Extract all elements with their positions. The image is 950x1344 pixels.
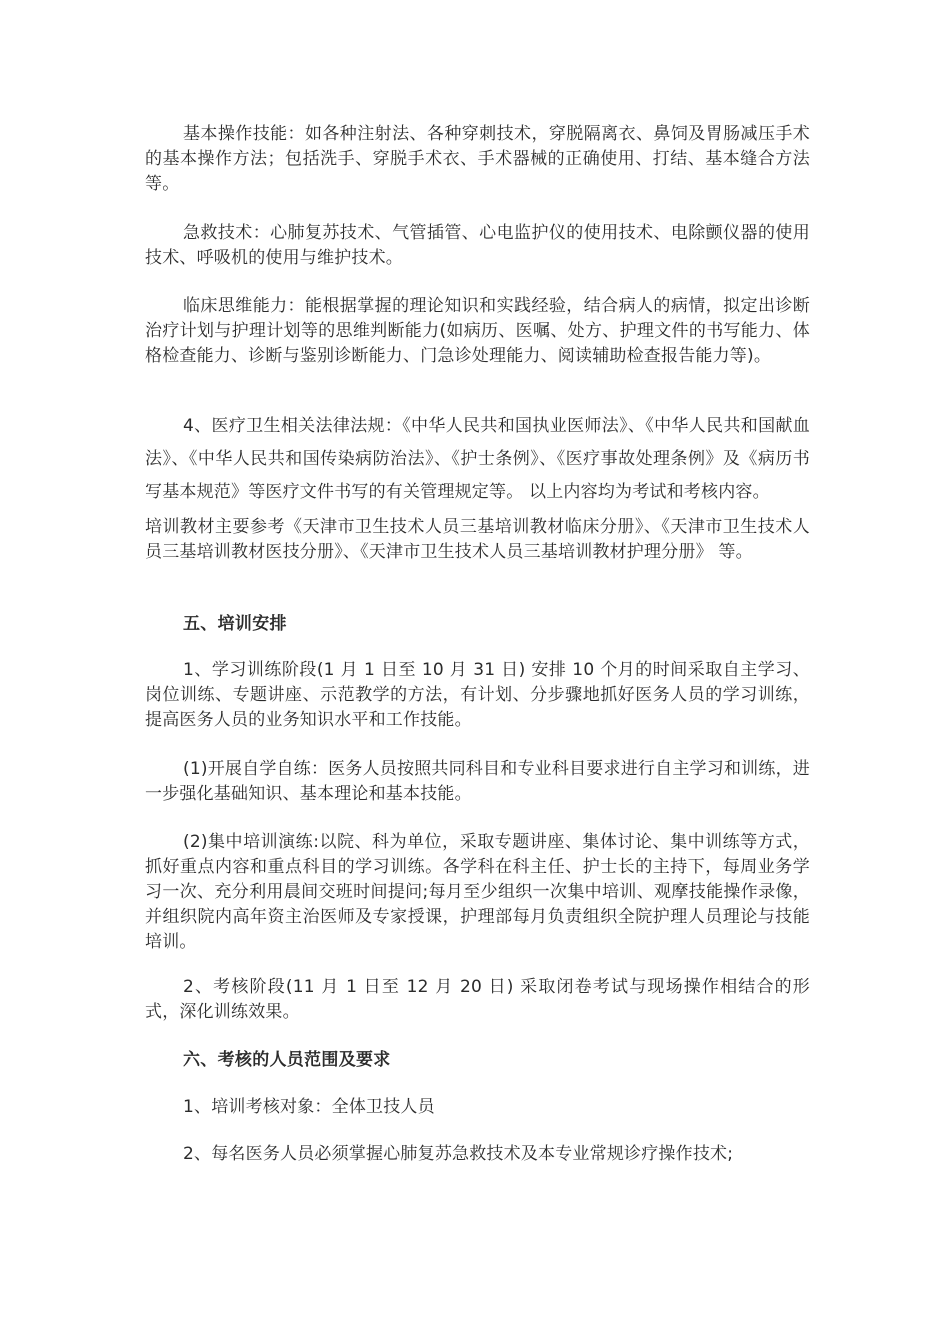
section-heading-assessment-scope: 六、考核的人员范围及要求	[183, 1050, 391, 1070]
paragraph-clinical-thinking: 临床思维能力：能根据掌握的理论知识和实践经验，结合病人的病情，拟定出诊断治疗计划与护理计划等的思维判断能力(如病历、医嘱、处方、护理文件的书写能力、体格检查能力、诊断与鉴别诊断能力、门急诊处理能力、阅读辅助检查报告能力等)。	[145, 296, 810, 366]
section-heading-training-arrangement: 五、培训安排	[183, 614, 287, 634]
paragraph-assessment-stage: 2、考核阶段(11 月 1 日至 12 月 20 日) 采取闭卷考试与现场操作相结合的形式，深化训练效果。	[145, 977, 810, 1022]
paragraph-basic-skills: 基本操作技能：如各种注射法、各种穿刺技术，穿脱隔离衣、鼻饲及胃肠减压手术的基本操作方法；包括洗手、穿脱手术衣、手术器械的正确使用、打结、基本缝合方法等。	[145, 124, 810, 194]
paragraph-emergency-skills: 急救技术：心肺复苏技术、气管插管、心电监护仪的使用技术、电除颤仪器的使用技术、呼吸机的使用与维护技术。	[145, 223, 810, 268]
paragraph-textbooks: 培训教材主要参考《天津市卫生技术人员三基培训教材临床分册》、《天津市卫生技术人员三基培训教材医技分册》、《天津市卫生技术人员三基培训教材护理分册》 等。	[145, 517, 810, 562]
paragraph-assessment-targets: 1、培训考核对象：全体卫技人员	[183, 1097, 435, 1117]
paragraph-self-study: (1)开展自学自练：医务人员按照共同科目和专业科目要求进行自主学习和训练，进一步强化基础知识、基本理论和基本技能。	[145, 759, 810, 804]
paragraph-learning-stage: 1、学习训练阶段(1 月 1 日至 10 月 31 日) 安排 10 个月的时间采取自主学习、岗位训练、专题讲座、示范教学的方法，有计划、分步骤地抓好医务人员的学习训练，提高医务人员的业务知识水平和工作技能。	[145, 660, 810, 730]
paragraph-laws-regulations: 4、医疗卫生相关法律法规：《中华人民共和国执业医师法》、《中华人民共和国献血法》、《中华人民共和国传染病防治法》、《护士条例》、《医疗事故处理条例》及《病历书写基本规范》等医疗文件书写的有关管理规定等。 以上内容均为考试和考核内容。	[145, 416, 810, 502]
paragraph-centralized-training: (2)集中培训演练:以院、科为单位，采取专题讲座、集体讨论、集中训练等方式，抓好重点内容和重点科目的学习训练。各学科在科主任、护士长的主持下，每周业务学习一次、充分利用晨间交班时间提问;每月至少组织一次集中培训、观摩技能操作录像，并组织院内高年资主治医师及专家授课，护理部每月负责组织全院护理人员理论与技能培训。	[145, 832, 810, 952]
paragraph-cpr-requirement: 2、每名医务人员必须掌握心肺复苏急救技术及本专业常规诊疗操作技术;	[183, 1144, 734, 1164]
